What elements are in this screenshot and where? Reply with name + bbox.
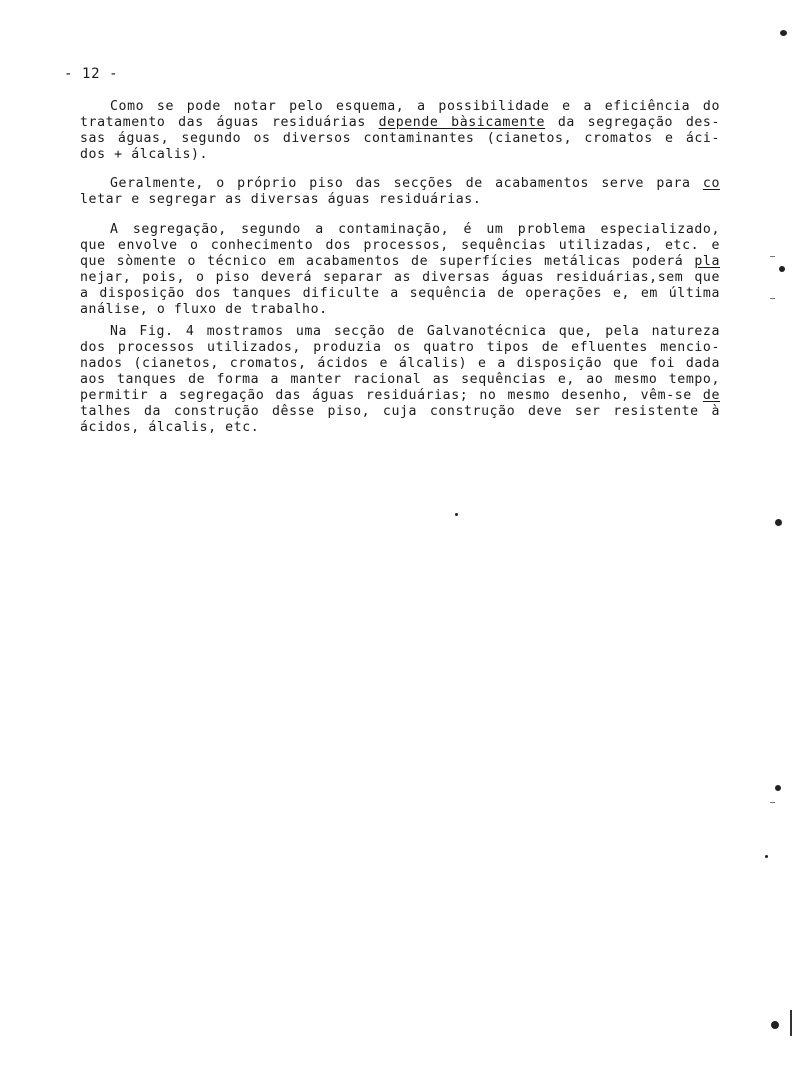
- paragraph-line: sas águas, segundo os diversos contaminantes (cianetos, cromatos e áci-: [80, 131, 720, 146]
- paragraph-line: nejar, pois, o piso deverá separar as diversas águas residuárias,sem que: [80, 270, 720, 285]
- underlined-text: depende bàsicamente: [378, 115, 546, 130]
- scan-dash: [770, 802, 775, 803]
- scan-speck: [771, 1021, 779, 1029]
- line-text: tratamento das águas residuárias: [80, 115, 379, 130]
- paragraph-line: Na Fig. 4 mostramos uma secção de Galvanotécnica que, pela natureza: [110, 324, 720, 339]
- scan-dash: [770, 256, 775, 257]
- paragraph-line: que envolve o conhecimento dos processos, sequências utilizadas, etc. e: [80, 238, 720, 253]
- page-number: - 12 -: [64, 66, 119, 82]
- paragraph-line: nados (cianetos, cromatos, ácidos e álcalis) e a disposição que foi dada: [80, 356, 720, 371]
- scan-speck: [775, 785, 781, 791]
- scan-speck: [780, 30, 787, 36]
- paragraph-4: [80, 324, 720, 436]
- scan-speck: [779, 266, 785, 272]
- paragraph-3: [80, 222, 720, 318]
- paragraph-2: [80, 176, 720, 208]
- line-text: da segregação des-: [545, 115, 720, 130]
- scan-dash: [770, 298, 775, 299]
- scan-speck: [765, 855, 768, 858]
- paragraph-line: letar e segregar as diversas águas residuárias.: [80, 192, 482, 207]
- paragraph-line: ácidos, álcalis, etc.: [80, 420, 260, 435]
- paragraph-line: análise, o fluxo de trabalho.: [80, 302, 328, 317]
- paragraph-line: A segregação, segundo a contaminação, é um problema especializado,: [110, 222, 720, 237]
- paragraph-line: [80, 388, 720, 404]
- paragraph-line: [80, 254, 720, 270]
- line-text: Geralmente, o próprio piso das secções de acabamentos serve para: [110, 176, 703, 191]
- scan-speck: [455, 513, 458, 516]
- paragraph-line: [80, 115, 720, 131]
- paragraph-line: a disposição dos tanques dificulte a sequência de operações e, em última: [80, 286, 720, 301]
- scan-speck: [775, 519, 782, 526]
- underlined-text: co: [702, 176, 720, 191]
- paragraph-line: talhes da construção dêsse piso, cuja construção deve ser resistente à: [80, 404, 720, 419]
- paragraph-line: [80, 176, 720, 192]
- underlined-text: de: [702, 388, 720, 403]
- paragraph-line: aos tanques de forma a manter racional as sequências e, ao mesmo tempo,: [80, 372, 720, 387]
- paragraph-line: dos + álcalis).: [80, 147, 209, 162]
- scan-dash: [790, 1010, 792, 1036]
- line-text: que sòmente o técnico em acabamentos de superfícies metálicas poderá: [80, 254, 695, 269]
- line-text: permitir a segregação das águas residuárias; no mesmo desenho, vêm-se: [80, 388, 703, 403]
- paragraph-line: Como se pode notar pelo esquema, a possibilidade e a eficiência do: [110, 99, 720, 114]
- paragraph-1: [80, 99, 720, 163]
- underlined-text: pla: [694, 254, 720, 269]
- paragraph-line: dos processos utilizados, produzia os quatro tipos de efluentes mencio-: [80, 340, 720, 355]
